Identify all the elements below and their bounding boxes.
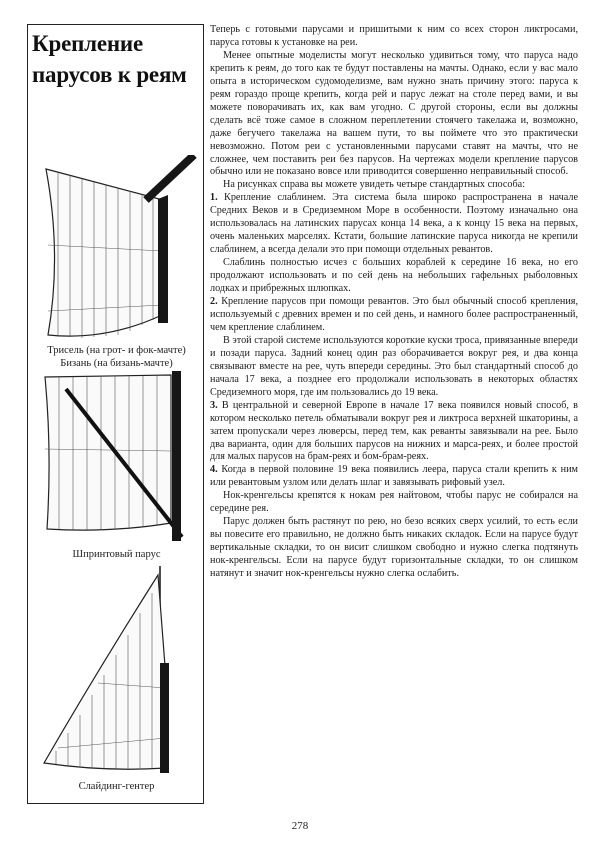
paragraph-2: Менее опытные моделисты могут несколько удивиться тому, что парусa надо крепить к реям, до того как те будут поставлены на мачты. Однако, если у вас мало опыта в историческом судомоделизме, вам нужно знать причину этого: паруса к реям гораздо проще крепить, когда рей и парус лежат на столе перед вами, и вы можете поворачивать их, как вам угодно. С другой стороны, если вы должны сделать всё тоже самое в сложном переплетении стоячего такелажа и, возможно, даже бегучего такелажа на вашем пути, то вы поймете что это практически невозможно. Потом реи с установленными парусами ставят на мачты, что не сложнее, чем поставить реи без парусов. На чертежах модели крепление парусов обычно или не показано вовсе или приводится совершенно неправильный способ. bbox=[210, 49, 578, 178]
list-number-3: 3. bbox=[210, 399, 218, 411]
paragraph-4-text: Крепление слаблинем. Эта система была широко распространена в начале Средних Веков и в Средиземном Море в особенности. Поэтому изначально она использовалась на латинских парусах конца 14 века, а к концу 15 века на первых, очень маленьких марселях. Кстати, большие латинские паруса никогда не крепили слаблинем, а всегда делали это при помощи отдельных ревантов. bbox=[210, 192, 578, 256]
spritsail-illustration bbox=[28, 371, 205, 545]
paragraph-3: На рисунках справа вы можете увидеть четыре стандартных способа: bbox=[223, 179, 526, 191]
caption-trysail: Трисель (на грот- и фок-мачте) bbox=[47, 345, 186, 356]
page-title: Крепление парусов к реям bbox=[32, 31, 187, 87]
trysail-illustration bbox=[28, 155, 205, 351]
body-text bbox=[210, 24, 578, 804]
paragraph-6-text: Крепление парусов при помощи ревантов. Это был обычный способ крепления, используемый с древних времен и по сей день, и намного более распространенный, чем крепление слаблинем. bbox=[210, 296, 578, 333]
caption-spritsail: Шпринтовый парус bbox=[72, 549, 161, 560]
paragraph-10: Нок-кренгельсы крепятся к нокам рея найтовом, чтобы парус не собирался на середине рея. bbox=[210, 490, 578, 515]
caption-sliding-gunter: Слайдинг-гентер bbox=[78, 781, 155, 792]
paragraph-8 bbox=[210, 400, 578, 465]
paragraph-7: В этой старой системе используются короткие куски троса, привязанные впереди и позади паруса. Задний конец один раз оборачивается вокруг рея, и два конца связывают вместе на рее, чуть впереди середины. Это был стандартный способ до начала 17 века, а позднее его продолжали использовать в некоторых областях Средиземного моря, где им пользовались до 19 века. bbox=[210, 334, 578, 398]
paragraph-4 bbox=[210, 192, 578, 257]
paragraph-1: Теперь с готовыми парусами и пришитыми к ним со всех сторон ликтросами, паруса готовы к установке на реи. bbox=[210, 24, 578, 48]
list-number-4: 4. bbox=[210, 464, 218, 476]
caption-mizzen: Бизань (на бизань-мачте) bbox=[60, 358, 173, 369]
paragraph-11: Парус должен быть растянут по рею, но безо всяких сверх усилий, то есть если вы повесите его правильно, не должно быть никаких складок. Если на парусе будут вертикальные складки, то он висит слишком свободно и нужно слегка подтянуть нок-кренгельсы. Если на парусе будут горизонтальные складки, то он слишком натянут и значит нок-кренгельсы нужно слегка ослабить. bbox=[210, 516, 578, 580]
paragraph-8-text: В центральной и северной Европе в начале 17 века появился новый способ, в котором несколько петель обматывали вокруг рея и ликтроса верхней шкаторины, а затем пропускали через люверсы, перед тем, как реванты завязывали на рее. Было два варианта, один для больших парусов на нижних и марса-реях, и более простой для малых парусов на брам-реях и бом-брам-реях. bbox=[210, 399, 578, 463]
paragraph-5: Слаблинь полностью исчез с больших кораблей к середине 16 века, но его продолжают использовать и по сей день на небольших гафельных рыболовных лодках и прибрежных шлюпках. bbox=[210, 257, 578, 295]
list-number-1: 1. bbox=[210, 192, 218, 204]
paragraph-9 bbox=[210, 464, 578, 490]
sliding-gunter-illustration bbox=[28, 563, 205, 773]
paragraph-9-text: Когда в первой половине 19 века появились леера, паруса стали крепить к ним или ревантовым узлом или делать шлаг и завязывать рифовый узел. bbox=[210, 464, 578, 489]
illustration-column bbox=[27, 24, 204, 804]
page-number: 278 bbox=[291, 820, 309, 832]
paragraph-6 bbox=[210, 296, 578, 335]
list-number-2: 2. bbox=[210, 296, 218, 308]
